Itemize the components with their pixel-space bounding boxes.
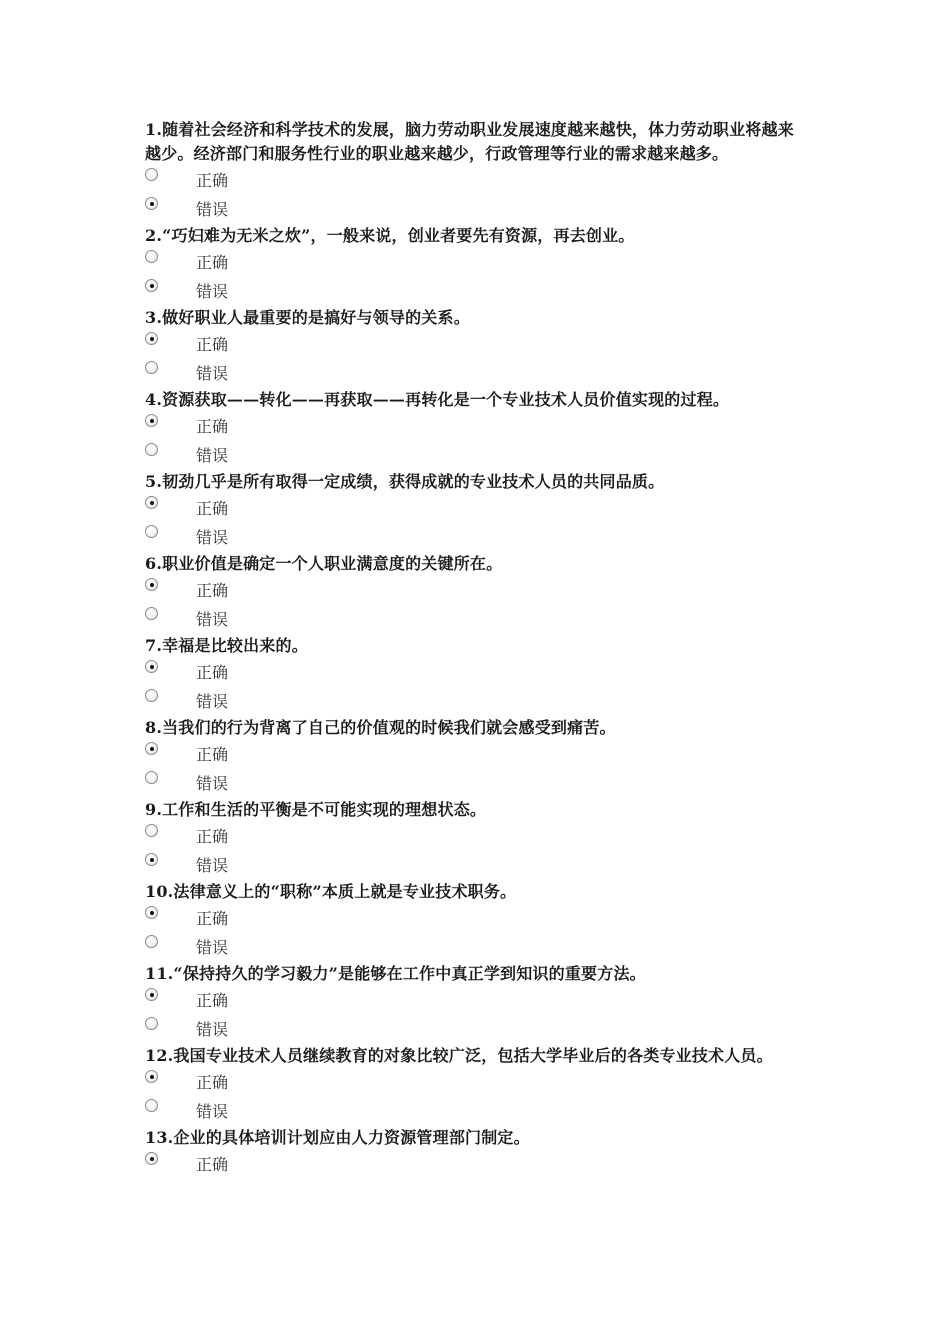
option-false[interactable] bbox=[145, 1097, 810, 1126]
option-false[interactable] bbox=[145, 359, 810, 388]
option-true[interactable] bbox=[145, 248, 810, 277]
option-label: 错误 bbox=[196, 1102, 229, 1121]
option-false[interactable] bbox=[145, 687, 810, 716]
question-4 bbox=[145, 388, 810, 470]
question-1 bbox=[145, 118, 810, 224]
option-label: 错误 bbox=[196, 282, 229, 301]
question-10 bbox=[145, 880, 810, 962]
question-text: 9.工作和生活的平衡是不可能实现的理想状态。 bbox=[145, 800, 487, 819]
question-text: 12.我国专业技术人员继续教育的对象比较广泛，包括大学毕业后的各类专业技术人员。 bbox=[145, 1046, 773, 1065]
radio-checked-icon[interactable] bbox=[145, 578, 158, 591]
option-true[interactable] bbox=[145, 1068, 810, 1097]
option-true[interactable] bbox=[145, 494, 810, 523]
radio-unchecked-icon[interactable] bbox=[145, 1017, 158, 1030]
option-label: 错误 bbox=[196, 610, 229, 629]
question-text: 11.“保持持久的学习毅力”是能够在工作中真正学到知识的重要方法。 bbox=[145, 964, 646, 983]
question-8 bbox=[145, 716, 810, 798]
radio-unchecked-icon[interactable] bbox=[145, 443, 158, 456]
question-9 bbox=[145, 798, 810, 880]
radio-checked-icon[interactable] bbox=[145, 660, 158, 673]
radio-unchecked-icon[interactable] bbox=[145, 168, 158, 181]
question-5 bbox=[145, 470, 810, 552]
radio-checked-icon[interactable] bbox=[145, 853, 158, 866]
option-label: 正确 bbox=[196, 745, 229, 764]
option-label: 正确 bbox=[196, 909, 229, 928]
option-label: 错误 bbox=[196, 364, 229, 383]
radio-unchecked-icon[interactable] bbox=[145, 250, 158, 263]
question-text: 7.幸福是比较出来的。 bbox=[145, 636, 308, 655]
option-label: 错误 bbox=[196, 774, 229, 793]
option-true[interactable] bbox=[145, 1150, 810, 1179]
question-13 bbox=[145, 1126, 810, 1179]
radio-checked-icon[interactable] bbox=[145, 1070, 158, 1083]
question-12 bbox=[145, 1044, 810, 1126]
option-false[interactable] bbox=[145, 1015, 810, 1044]
option-label: 错误 bbox=[196, 938, 229, 957]
option-label: 错误 bbox=[196, 446, 229, 465]
option-label: 错误 bbox=[196, 856, 229, 875]
option-false[interactable] bbox=[145, 441, 810, 470]
question-2 bbox=[145, 224, 810, 306]
radio-unchecked-icon[interactable] bbox=[145, 607, 158, 620]
option-label: 错误 bbox=[196, 1020, 229, 1039]
radio-unchecked-icon[interactable] bbox=[145, 525, 158, 538]
question-text: 5.韧劲几乎是所有取得一定成绩，获得成就的专业技术人员的共同品质。 bbox=[145, 472, 665, 491]
question-text: 2.“巧妇难为无米之炊”，一般来说，创业者要先有资源，再去创业。 bbox=[145, 226, 635, 245]
option-label: 正确 bbox=[196, 581, 229, 600]
option-label: 正确 bbox=[196, 253, 229, 272]
option-true[interactable] bbox=[145, 904, 810, 933]
option-label: 正确 bbox=[196, 417, 229, 436]
option-label: 正确 bbox=[196, 335, 229, 354]
option-false[interactable] bbox=[145, 933, 810, 962]
question-text: 6.职业价值是确定一个人职业满意度的关键所在。 bbox=[145, 554, 503, 573]
question-text: 8.当我们的行为背离了自己的价值观的时候我们就会感受到痛苦。 bbox=[145, 718, 616, 737]
question-text: 10.法律意义上的“职称”本质上就是专业技术职务。 bbox=[145, 882, 517, 901]
option-label: 正确 bbox=[196, 991, 229, 1010]
radio-checked-icon[interactable] bbox=[145, 197, 158, 210]
option-false[interactable] bbox=[145, 523, 810, 552]
option-label: 错误 bbox=[196, 692, 229, 711]
option-label: 正确 bbox=[196, 827, 229, 846]
question-11 bbox=[145, 962, 810, 1044]
radio-unchecked-icon[interactable] bbox=[145, 935, 158, 948]
radio-checked-icon[interactable] bbox=[145, 332, 158, 345]
option-label: 正确 bbox=[196, 171, 229, 190]
radio-checked-icon[interactable] bbox=[145, 988, 158, 1001]
radio-unchecked-icon[interactable] bbox=[145, 771, 158, 784]
question-text: 1.随着社会经济和科学技术的发展，脑力劳动职业发展速度越来越快，体力劳动职业将越来越少。经济部门和服务性行业的职业越来越少，行政管理等行业的需求越来越多。 bbox=[145, 120, 794, 163]
question-7 bbox=[145, 634, 810, 716]
radio-unchecked-icon[interactable] bbox=[145, 361, 158, 374]
option-label: 正确 bbox=[196, 663, 229, 682]
quiz-list bbox=[145, 118, 810, 1179]
question-3 bbox=[145, 306, 810, 388]
option-false[interactable] bbox=[145, 769, 810, 798]
option-true[interactable] bbox=[145, 166, 810, 195]
radio-checked-icon[interactable] bbox=[145, 496, 158, 509]
radio-checked-icon[interactable] bbox=[145, 906, 158, 919]
option-false[interactable] bbox=[145, 195, 810, 224]
option-label: 正确 bbox=[196, 1073, 229, 1092]
question-text: 3.做好职业人最重要的是搞好与领导的关系。 bbox=[145, 308, 470, 327]
option-true[interactable] bbox=[145, 658, 810, 687]
question-text: 4.资源获取——转化——再获取——再转化是一个专业技术人员价值实现的过程。 bbox=[145, 390, 730, 409]
option-true[interactable] bbox=[145, 822, 810, 851]
radio-unchecked-icon[interactable] bbox=[145, 1099, 158, 1112]
option-false[interactable] bbox=[145, 277, 810, 306]
option-false[interactable] bbox=[145, 851, 810, 880]
option-label: 正确 bbox=[196, 499, 229, 518]
option-true[interactable] bbox=[145, 412, 810, 441]
radio-checked-icon[interactable] bbox=[145, 1152, 158, 1165]
radio-checked-icon[interactable] bbox=[145, 742, 158, 755]
option-true[interactable] bbox=[145, 986, 810, 1015]
option-label: 错误 bbox=[196, 200, 229, 219]
radio-checked-icon[interactable] bbox=[145, 414, 158, 427]
option-false[interactable] bbox=[145, 605, 810, 634]
option-true[interactable] bbox=[145, 330, 810, 359]
radio-checked-icon[interactable] bbox=[145, 279, 158, 292]
option-true[interactable] bbox=[145, 576, 810, 605]
radio-unchecked-icon[interactable] bbox=[145, 689, 158, 702]
question-text: 13.企业的具体培训计划应由人力资源管理部门制定。 bbox=[145, 1128, 530, 1147]
option-true[interactable] bbox=[145, 740, 810, 769]
question-6 bbox=[145, 552, 810, 634]
option-label: 错误 bbox=[196, 528, 229, 547]
radio-unchecked-icon[interactable] bbox=[145, 824, 158, 837]
option-label: 正确 bbox=[196, 1155, 229, 1174]
